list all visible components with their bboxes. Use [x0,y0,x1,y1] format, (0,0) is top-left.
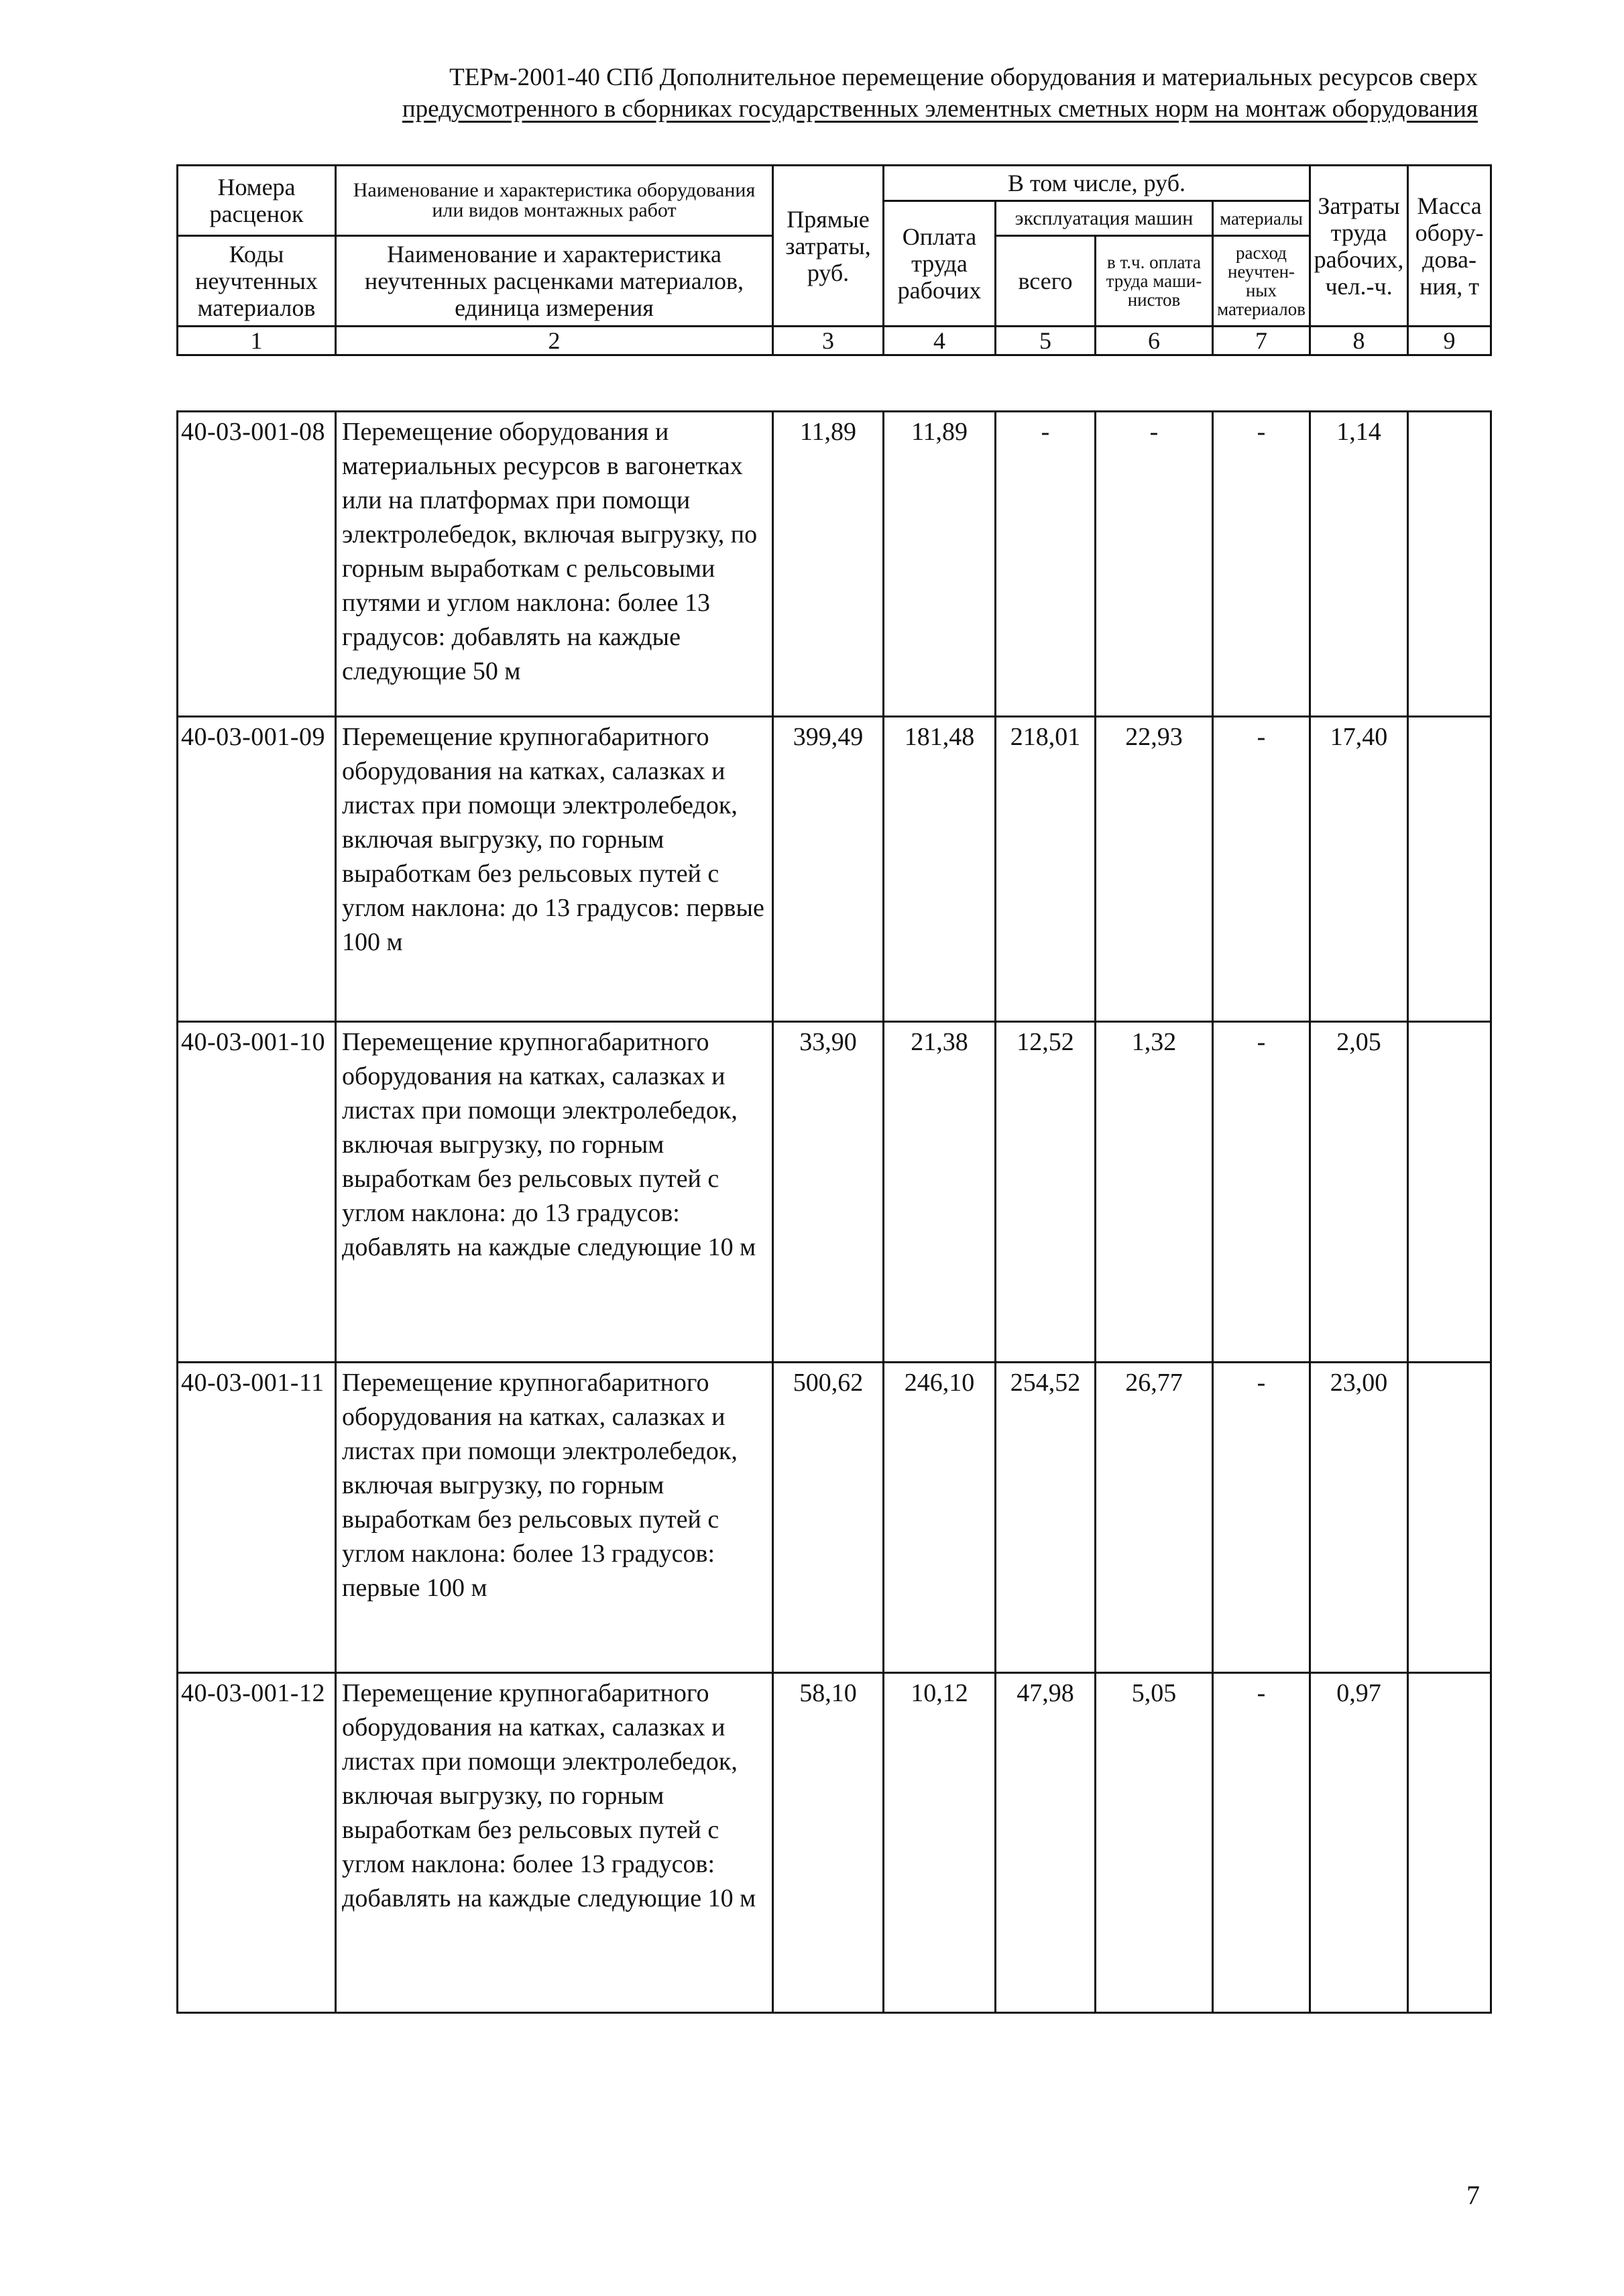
table-row [178,717,1491,1022]
table-header [176,164,1492,356]
mass-value [1408,717,1491,1022]
document-header [204,62,1478,125]
header-direct-costs: Прямые затраты, руб. [773,166,884,327]
machines-total-value: - [996,412,1096,717]
column-number: 2 [336,327,773,355]
rate-code: 40-03-001-12 [178,1673,336,2013]
table-row [178,1363,1491,1673]
header-uncounted-codes: Коды неучтенных материалов [178,236,336,327]
header-machines-total: всего [996,236,1096,327]
column-number: 4 [884,327,996,355]
direct-costs-value: 58,10 [773,1673,884,2013]
rate-code: 40-03-001-10 [178,1022,336,1363]
labor-hours-value: 0,97 [1310,1673,1408,2013]
machines-total-value: 12,52 [996,1022,1096,1363]
mass-value [1408,1363,1491,1673]
header-machinists-pay: в т.ч. оплата труда маши-нистов [1096,236,1213,327]
rate-description: Перемещение крупногабаритного оборудования на катках, салазках и листах при помощи электролебедок, включая выгрузку, по горным выработкам без рельсовых путей с углом наклона: до 13 градусов: добавлять на каждые следующие 10 м [336,1022,773,1363]
worker-pay-value: 11,89 [884,412,996,717]
labor-hours-value: 23,00 [1310,1363,1408,1673]
table-row [178,1022,1491,1363]
table-row [178,412,1491,717]
materials-value: - [1213,1673,1310,2013]
header-materials: материалы [1213,201,1310,236]
header-machine-operation: эксплуатация машин [996,201,1213,236]
header-labor-hours: Затраты труда рабочих, чел.-ч. [1310,166,1408,327]
column-number: 9 [1408,327,1491,355]
materials-value: - [1213,412,1310,717]
rate-description: Перемещение крупногабаритного оборудования на катках, салазках и листах при помощи электролебедок, включая выгрузку, по горным выработкам без рельсовых путей с углом наклона: более 13 градусов: добавлять на каждые следующие 10 м [336,1673,773,2013]
labor-hours-value: 1,14 [1310,412,1408,717]
direct-costs-value: 399,49 [773,717,884,1022]
machinists-pay-value: 22,93 [1096,717,1213,1022]
machinists-pay-value: - [1096,412,1213,717]
worker-pay-value: 246,10 [884,1363,996,1673]
header-rate-numbers: Номера расценок [178,166,336,236]
rate-code: 40-03-001-08 [178,412,336,717]
column-number: 3 [773,327,884,355]
machinists-pay-value: 5,05 [1096,1673,1213,2013]
materials-value: - [1213,1022,1310,1363]
labor-hours-value: 17,40 [1310,717,1408,1022]
machines-total-value: 47,98 [996,1673,1096,2013]
worker-pay-value: 181,48 [884,717,996,1022]
header-work-name: Наименование и характеристика оборудования или видов монтажных работ [336,166,773,236]
materials-value: - [1213,1363,1310,1673]
header-line-2: предусмотренного в сборниках государственных элементных сметных норм на монтаж оборудования [402,95,1478,123]
header-worker-pay: Оплата труда рабочих [884,201,996,327]
page-number: 7 [1466,2180,1480,2210]
machines-total-value: 218,01 [996,717,1096,1022]
column-number: 8 [1310,327,1408,355]
direct-costs-value: 33,90 [773,1022,884,1363]
rate-code: 40-03-001-11 [178,1363,336,1673]
machinists-pay-value: 1,32 [1096,1022,1213,1363]
rate-description: Перемещение оборудования и материальных ресурсов в вагонетках или на платформах при помощи электролебедок, включая выгрузку, по горным выработкам с рельсовыми путями и углом наклона: более 13 градусов: добавлять на каждые следующие 50 м [336,412,773,717]
direct-costs-value: 11,89 [773,412,884,717]
header-uncounted-materials-usage: расход неучтен-ных материалов [1213,236,1310,327]
column-number: 1 [178,327,336,355]
mass-value [1408,1022,1491,1363]
materials-value: - [1213,717,1310,1022]
mass-value [1408,1673,1491,2013]
worker-pay-value: 21,38 [884,1022,996,1363]
header-uncounted-materials-name: Наименование и характеристика неучтенных расценками материалов, единица измерения [336,236,773,327]
rate-code: 40-03-001-09 [178,717,336,1022]
column-number: 5 [996,327,1096,355]
machines-total-value: 254,52 [996,1363,1096,1673]
rate-description: Перемещение крупногабаритного оборудования на катках, салазках и листах при помощи электролебедок, включая выгрузку, по горным выработкам без рельсовых путей с углом наклона: до 13 градусов: первые 100 м [336,717,773,1022]
worker-pay-value: 10,12 [884,1673,996,2013]
table-row [178,1673,1491,2013]
labor-hours-value: 2,05 [1310,1022,1408,1363]
header-line-1: ТЕРм-2001-40 СПб Дополнительное перемещение оборудования и материальных ресурсов сверх [449,64,1478,91]
rate-description: Перемещение крупногабаритного оборудования на катках, салазках и листах при помощи электролебедок, включая выгрузку, по горным выработкам без рельсовых путей с углом наклона: более 13 градусов: первые 100 м [336,1363,773,1673]
header-equipment-mass: Масса обору-дова-ния, т [1408,166,1491,327]
mass-value [1408,412,1491,717]
column-number: 7 [1213,327,1310,355]
direct-costs-value: 500,62 [773,1363,884,1673]
machinists-pay-value: 26,77 [1096,1363,1213,1673]
column-number: 6 [1096,327,1213,355]
header-including-group: В том числе, руб. [884,166,1310,201]
rates-table [176,410,1492,2014]
